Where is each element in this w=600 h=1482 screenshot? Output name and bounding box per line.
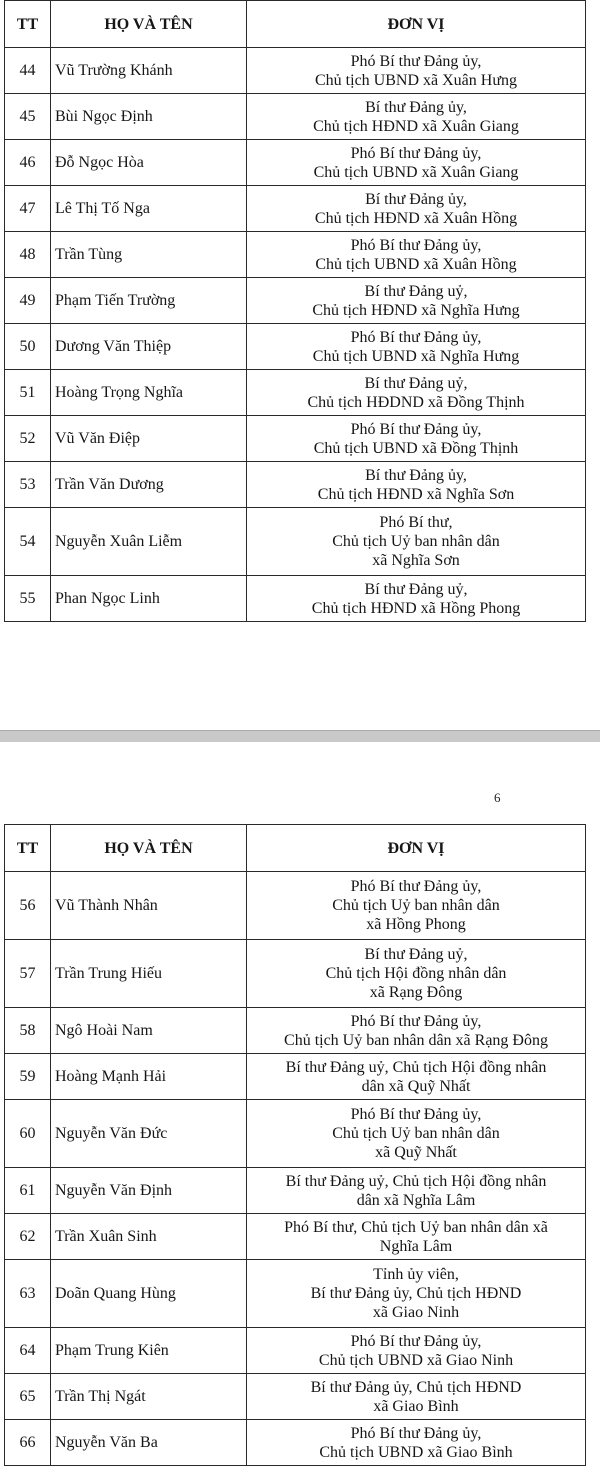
table-row xyxy=(5,186,586,232)
header-name: HỌ VÀ TÊN xyxy=(51,1,247,48)
row-name: Hoàng Trọng Nghĩa xyxy=(51,370,247,416)
page-number: 6 xyxy=(494,790,501,805)
table-row xyxy=(5,508,586,576)
row-unit: Bí thư Đảng uỷ, Chủ tịch Hội đồng nhân dân xã Rạng Đông xyxy=(247,940,586,1008)
table-row xyxy=(5,324,586,370)
row-name: Phạm Trung Kiên xyxy=(51,1328,247,1374)
row-tt: 56 xyxy=(5,872,51,940)
row-name: Trần Tùng xyxy=(51,232,247,278)
table-row xyxy=(5,462,586,508)
row-unit: Phó Bí thư Đảng ủy, Chủ tịch UBND xã Giao Bình xyxy=(247,1420,586,1466)
row-tt: 51 xyxy=(5,370,51,416)
row-tt: 55 xyxy=(5,576,51,622)
row-name: Phan Ngọc Linh xyxy=(51,576,247,622)
row-name: Hoàng Mạnh Hải xyxy=(51,1054,247,1100)
row-unit: Phó Bí thư Đảng ủy, Chủ tịch UBND xã Nghĩa Hưng xyxy=(247,324,586,370)
row-unit: Phó Bí thư Đảng ủy, Chủ tịch UBND xã Đồng Thịnh xyxy=(247,416,586,462)
row-name: Phạm Tiến Trường xyxy=(51,278,247,324)
row-tt: 52 xyxy=(5,416,51,462)
row-unit: Phó Bí thư, Chủ tịch Uỷ ban nhân dân xã Nghĩa Sơn xyxy=(247,508,586,576)
table-row xyxy=(5,576,586,622)
table-row xyxy=(5,278,586,324)
row-name: Ngô Hoài Nam xyxy=(51,1008,247,1054)
table-row xyxy=(5,416,586,462)
row-name: Nguyễn Văn Đức xyxy=(51,1100,247,1168)
row-name: Dương Văn Thiệp xyxy=(51,324,247,370)
row-tt: 60 xyxy=(5,1100,51,1168)
row-tt: 61 xyxy=(5,1168,51,1214)
table-row xyxy=(5,1100,586,1168)
row-unit: Phó Bí thư Đảng ủy, Chủ tịch Uỷ ban nhân dân xã Hồng Phong xyxy=(247,872,586,940)
table-row xyxy=(5,1420,586,1466)
table-row xyxy=(5,1054,586,1100)
row-unit: Bí thư Đảng ủy, Chủ tịch HĐND xã Nghĩa Sơn xyxy=(247,462,586,508)
row-name: Vũ Thành Nhân xyxy=(51,872,247,940)
row-tt: 59 xyxy=(5,1054,51,1100)
table-row xyxy=(5,370,586,416)
row-tt: 44 xyxy=(5,48,51,94)
row-unit: Phó Bí thư, Chủ tịch Uỷ ban nhân dân xã Nghĩa Lâm xyxy=(247,1214,586,1260)
table-row xyxy=(5,1260,586,1328)
row-unit: Phó Bí thư Đảng ủy, Chủ tịch UBND xã Xuân Hồng xyxy=(247,232,586,278)
table-row xyxy=(5,232,586,278)
row-name: Trần Xuân Sinh xyxy=(51,1214,247,1260)
row-unit: Phó Bí thư Đảng ủy, Chủ tịch UBND xã Xuân Hưng xyxy=(247,48,586,94)
row-unit: Phó Bí thư Đảng ủy, Chủ tịch Uỷ ban nhân dân xã Quỹ Nhất xyxy=(247,1100,586,1168)
row-unit: Bí thư Đảng ủy, Chủ tịch HĐND xã Xuân Giang xyxy=(247,94,586,140)
table-row xyxy=(5,940,586,1008)
table-header-row xyxy=(5,825,586,872)
row-tt: 65 xyxy=(5,1374,51,1420)
row-name: Vũ Văn Điệp xyxy=(51,416,247,462)
row-tt: 48 xyxy=(5,232,51,278)
row-unit: Tỉnh ủy viên, Bí thư Đảng ủy, Chủ tịch HĐND xã Giao Ninh xyxy=(247,1260,586,1328)
row-name: Vũ Trường Khánh xyxy=(51,48,247,94)
roster-table xyxy=(4,0,586,622)
table-row xyxy=(5,94,586,140)
header-name: HỌ VÀ TÊN xyxy=(51,825,247,872)
table-body xyxy=(5,48,586,622)
row-tt: 62 xyxy=(5,1214,51,1260)
row-unit: Bí thư Đảng uỷ, Chủ tịch Hội đồng nhân dân xã Nghĩa Lâm xyxy=(247,1168,586,1214)
row-unit: Bí thư Đảng uỷ, Chủ tịch HĐND xã Nghĩa Hưng xyxy=(247,278,586,324)
table-row xyxy=(5,48,586,94)
row-unit: Bí thư Đảng uỷ, Chủ tịch Hội đồng nhân dân xã Quỹ Nhất xyxy=(247,1054,586,1100)
row-tt: 46 xyxy=(5,140,51,186)
row-name: Trần Văn Dương xyxy=(51,462,247,508)
row-unit: Bí thư Đảng ủy, Chủ tịch HĐND xã Xuân Hồng xyxy=(247,186,586,232)
document-page-1 xyxy=(0,0,600,730)
row-tt: 45 xyxy=(5,94,51,140)
row-tt: 53 xyxy=(5,462,51,508)
row-name: Nguyễn Xuân Liễm xyxy=(51,508,247,576)
table-row xyxy=(5,872,586,940)
row-unit: Bí thư Đảng ủy, Chủ tịch HĐND xã Giao Bình xyxy=(247,1374,586,1420)
row-tt: 57 xyxy=(5,940,51,1008)
row-name: Đỗ Ngọc Hòa xyxy=(51,140,247,186)
table-row xyxy=(5,1328,586,1374)
row-unit: Phó Bí thư Đảng ủy, Chủ tịch Uỷ ban nhân dân xã Rạng Đông xyxy=(247,1008,586,1054)
row-name: Doãn Quang Hùng xyxy=(51,1260,247,1328)
row-tt: 54 xyxy=(5,508,51,576)
header-unit: ĐƠN VỊ xyxy=(247,1,586,48)
row-tt: 64 xyxy=(5,1328,51,1374)
row-name: Nguyễn Văn Định xyxy=(51,1168,247,1214)
row-tt: 66 xyxy=(5,1420,51,1466)
row-name: Bùi Ngọc Định xyxy=(51,94,247,140)
row-tt: 63 xyxy=(5,1260,51,1328)
table-body xyxy=(5,872,586,1466)
row-tt: 58 xyxy=(5,1008,51,1054)
table-header-row xyxy=(5,1,586,48)
row-unit: Phó Bí thư Đảng ủy, Chủ tịch UBND xã Xuân Giang xyxy=(247,140,586,186)
table-row xyxy=(5,140,586,186)
row-unit: Bí thư Đảng uỷ, Chủ tịch HĐDND xã Đồng Thịnh xyxy=(247,370,586,416)
row-unit: Phó Bí thư Đảng ủy, Chủ tịch UBND xã Giao Ninh xyxy=(247,1328,586,1374)
row-tt: 50 xyxy=(5,324,51,370)
row-name: Nguyễn Văn Ba xyxy=(51,1420,247,1466)
table-row xyxy=(5,1214,586,1260)
document-page-2 xyxy=(0,742,600,1482)
row-tt: 49 xyxy=(5,278,51,324)
table-row xyxy=(5,1374,586,1420)
header-unit: ĐƠN VỊ xyxy=(247,825,586,872)
header-tt: TT xyxy=(5,825,51,872)
header-tt: TT xyxy=(5,1,51,48)
row-tt: 47 xyxy=(5,186,51,232)
row-name: Trần Trung Hiếu xyxy=(51,940,247,1008)
table-row xyxy=(5,1168,586,1214)
row-name: Lê Thị Tố Nga xyxy=(51,186,247,232)
row-unit: Bí thư Đảng uỷ, Chủ tịch HĐND xã Hồng Phong xyxy=(247,576,586,622)
table-row xyxy=(5,1008,586,1054)
roster-table xyxy=(4,824,586,1466)
row-name: Trần Thị Ngát xyxy=(51,1374,247,1420)
